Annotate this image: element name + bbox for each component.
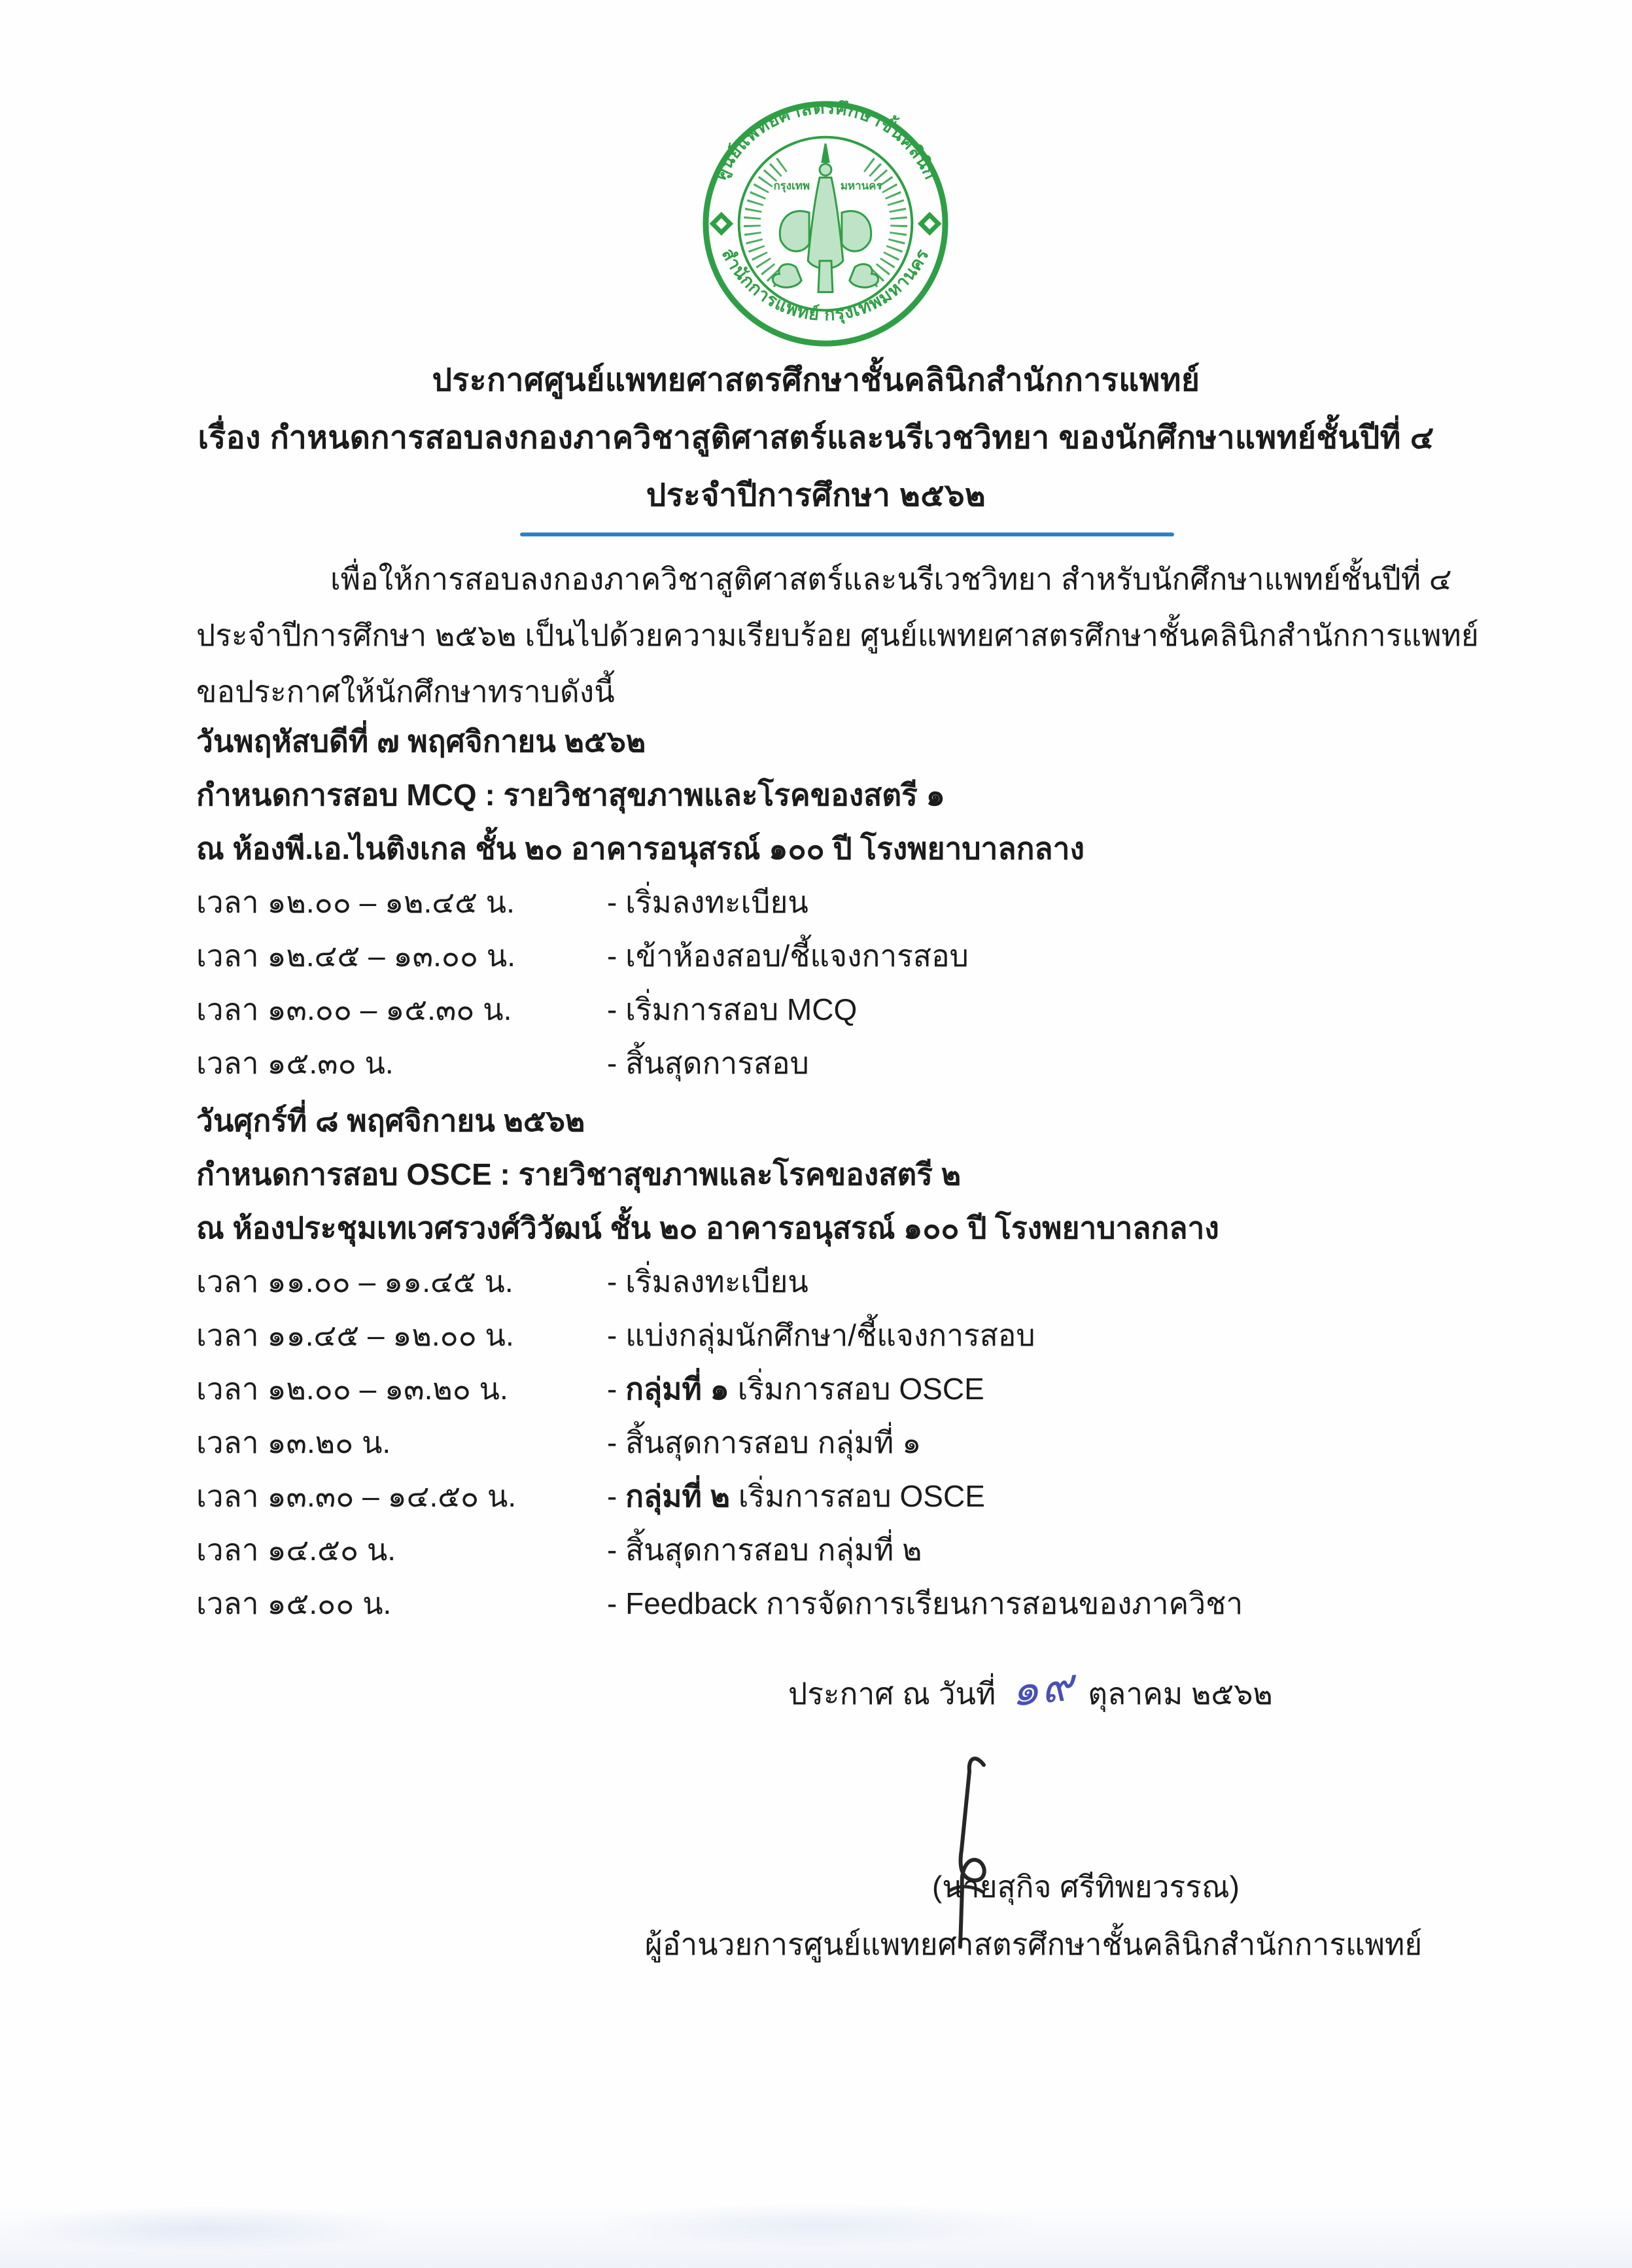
schedule-activity: - สิ้นสุดการสอบ [607, 1046, 809, 1080]
schedule-time: เวลา ๑๑.๔๕ – ๑๒.๐๐ น. [196, 1318, 514, 1352]
scan-artifact-left [0, 2206, 406, 2252]
title-divider [520, 532, 1174, 536]
section-exam: กำหนดการสอบ MCQ : รายวิชาสุขภาพและโรคของสตรี ๑ [196, 778, 945, 812]
seal-inner-left-text: กรุงเทพ [773, 179, 810, 192]
schedule-activity: - เริ่มลงทะเบียน [607, 885, 808, 919]
schedule-activity: - กลุ่มที่ ๑ เริ่มการสอบ OSCE [607, 1372, 984, 1406]
schedule-activity: - สิ้นสุดการสอบ กลุ่มที่ ๒ [607, 1533, 922, 1567]
announce-prefix: ประกาศ ณ วันที่ [788, 1676, 996, 1711]
section-date: วันศุกร์ที่ ๘ พฤศจิกายน ๒๕๖๒ [196, 1104, 585, 1138]
schedule-activity: - Feedback การจัดการเรียนการสอนของภาควิชา [607, 1586, 1243, 1620]
handwritten-day: ๑๙ [1008, 1660, 1079, 1717]
organization-seal [699, 97, 952, 351]
schedule-row [196, 875, 1504, 929]
section-venue: ณ ห้องพี.เอ.ไนติงเกล ชั้น ๒๐ อาคารอนุสรณ์ ๑๐๐ ปี โรงพยาบาลกลาง [196, 831, 1085, 865]
schedule-row [196, 929, 1504, 983]
schedule-list [196, 875, 1504, 1090]
intro-line: ประจำปีการศึกษา ๒๕๖๒ เป็นไปด้วยความเรียบร้อย ศูนย์แพทยศาสตรศึกษาชั้นคลินิกสำนักการแพทย์ [196, 618, 1479, 652]
schedule-time: เวลา ๑๔.๕๐ น. [196, 1533, 396, 1567]
announcement-date-line [788, 1658, 1273, 1729]
section-venue: ณ ห้องประชุมเทเวศรวงศ์วิวัฒน์ ชั้น ๒๐ อาคารอนุสรณ์ ๑๐๐ ปี โรงพยาบาลกลาง [196, 1211, 1219, 1245]
schedule-row [196, 1255, 1504, 1308]
seal-bottom-text: สำนักการแพทย์ กรุงเทพมหานคร [718, 245, 933, 324]
schedule-time: เวลา ๑๓.๓๐ – ๑๔.๕๐ น. [196, 1479, 517, 1513]
schedule-row [196, 1523, 1504, 1577]
document-title [0, 352, 1632, 525]
signer-title: ผู้อำนวยการศูนย์แพทยศาสตรศึกษาชั้นคลินิกสำนักการแพทย์ [644, 1927, 1423, 1961]
seal-left-diamond-icon [710, 212, 734, 236]
schedule-activity: - แบ่งกลุ่มนักศึกษา/ชี้แจงการสอบ [607, 1318, 1035, 1352]
announce-suffix: ตุลาคม ๒๕๖๒ [1088, 1676, 1273, 1711]
schedule-list [196, 1255, 1504, 1630]
schedule-time: เวลา ๑๒.๔๕ – ๑๓.๐๐ น. [196, 939, 516, 973]
schedule-row [196, 1577, 1504, 1630]
schedule-time: เวลา ๑๒.๐๐ – ๑๒.๔๕ น. [196, 885, 515, 919]
schedule-time: เวลา ๑๕.๐๐ น. [196, 1586, 392, 1620]
schedule-row [196, 1416, 1504, 1469]
intro-paragraph [196, 551, 1479, 720]
schedule-row [196, 1036, 1504, 1090]
schedule-row [196, 1362, 1504, 1416]
signature-stroke [960, 1758, 984, 1947]
section-osce [196, 1094, 1504, 1630]
schedule-time: เวลา ๑๓.๐๐ – ๑๕.๓๐ น. [196, 992, 512, 1026]
seal-top-text: ศูนย์แพทยศาสตรศึกษาชั้นคลินิก [710, 97, 941, 183]
title-line-3: ประจำปีการศึกษา ๒๕๖๒ [646, 478, 986, 513]
signer-name: (นายสุกิจ ศรีทิพยวรรณ) [932, 1870, 1240, 1904]
scan-artifact-right [589, 2203, 1047, 2248]
title-line-1: ประกาศศูนย์แพทยศาสตรศึกษาชั้นคลินิกสำนักการแพทย์ [432, 363, 1200, 398]
schedule-activity-group-label: กลุ่มที่ ๒ [625, 1479, 738, 1513]
schedule-activity: - เข้าห้องสอบ/ชี้แจงการสอบ [607, 939, 969, 973]
seal-right-diamond-icon [918, 212, 942, 236]
schedule-row [196, 1308, 1504, 1362]
section-exam: กำหนดการสอบ OSCE : รายวิชาสุขภาพและโรคของสตรี ๒ [196, 1157, 962, 1191]
schedule-time: เวลา ๑๕.๓๐ น. [196, 1046, 394, 1080]
schedule-row [196, 1469, 1504, 1523]
schedule-time: เวลา ๑๓.๒๐ น. [196, 1425, 391, 1459]
schedule-row [196, 983, 1504, 1036]
schedule-time: เวลา ๑๒.๐๐ – ๑๓.๒๐ น. [196, 1372, 508, 1406]
schedule-activity: - เริ่มลงทะเบียน [607, 1265, 808, 1299]
schedule-time: เวลา ๑๑.๐๐ – ๑๑.๔๕ น. [196, 1265, 513, 1299]
section-mcq [196, 714, 1504, 1090]
intro-line: ขอประกาศให้นักศึกษาทราบดังนี้ [196, 674, 615, 708]
schedule-activity-group-label: กลุ่มที่ ๑ [625, 1372, 738, 1406]
section-date: วันพฤหัสบดีที่ ๗ พฤศจิกายน ๒๕๖๒ [196, 724, 646, 758]
seal-inner-right-text: มหานคร [840, 179, 882, 192]
seal-graphic [699, 97, 952, 351]
scan-artifact-band [0, 2206, 1632, 2268]
intro-line: เพื่อให้การสอบลงกองภาควิชาสูติศาสตร์และนรีเวชวิทยา สำหรับนักศึกษาแพทย์ชั้นปีที่ ๔ [330, 562, 1452, 596]
schedule-activity: - สิ้นสุดการสอบ กลุ่มที่ ๑ [607, 1425, 922, 1459]
title-line-2: เรื่อง กำหนดการสอบลงกองภาควิชาสูติศาสตร์และนรีเวชวิทยา ของนักศึกษาแพทย์ชั้นปีที่ ๔ [198, 421, 1434, 455]
schedule-activity: - กลุ่มที่ ๒ เริ่มการสอบ OSCE [607, 1479, 985, 1513]
schedule-activity: - เริ่มการสอบ MCQ [607, 992, 858, 1026]
seal-center-emblem [773, 144, 878, 292]
